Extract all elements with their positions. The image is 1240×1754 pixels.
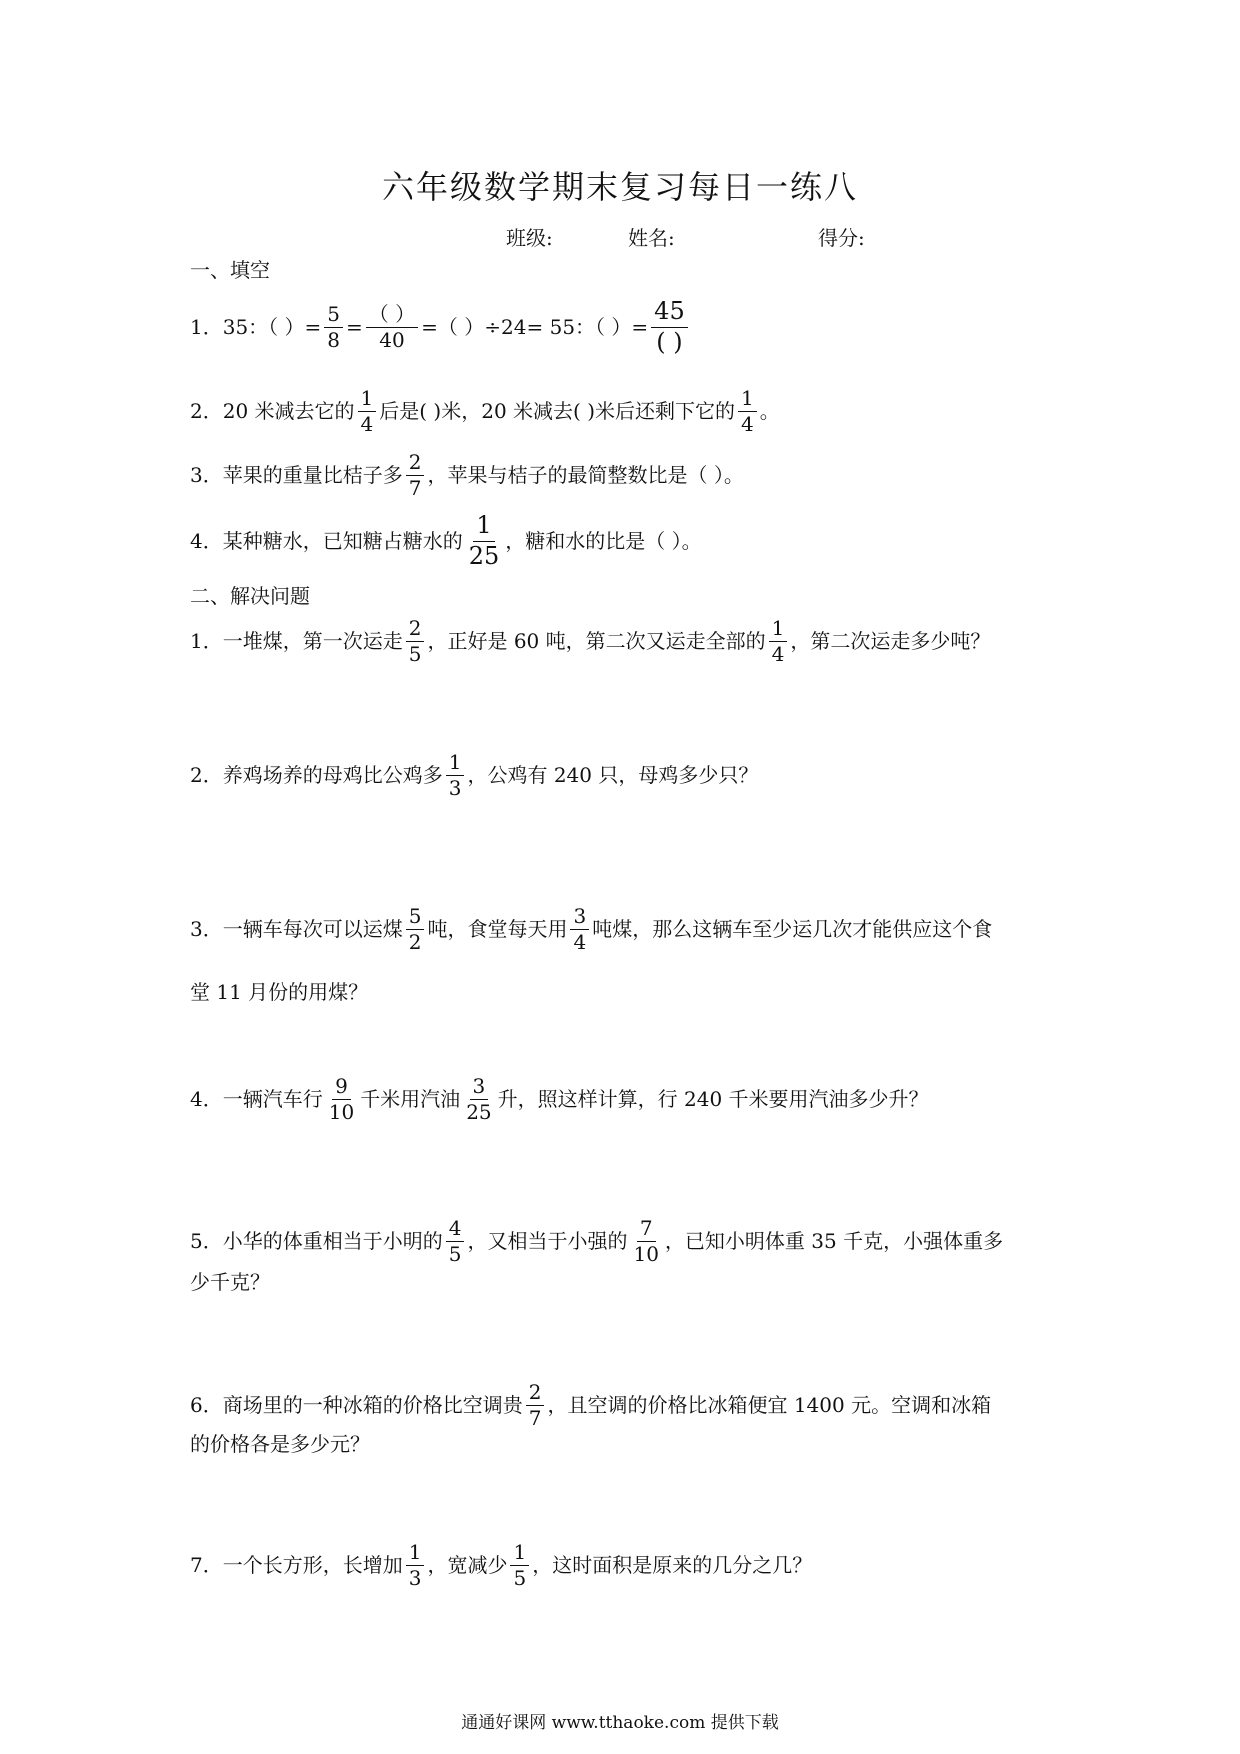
fraction bbox=[446, 749, 465, 800]
problem-6-line-2: 的价格各是多少元？ bbox=[190, 1432, 370, 1456]
numerator: 1 bbox=[358, 388, 377, 412]
fraction bbox=[324, 301, 343, 352]
footer-credit: 通通好课网 www.tthaoke.com 提供下载 bbox=[461, 1713, 779, 1733]
fraction bbox=[366, 301, 418, 352]
numerator: 45 bbox=[651, 299, 688, 327]
text: 4．一辆汽车行 bbox=[190, 1087, 323, 1111]
fraction bbox=[630, 1215, 661, 1266]
text: ，公鸡有 240 只，母鸡多少只？ bbox=[467, 763, 759, 787]
numerator: 2 bbox=[406, 618, 425, 642]
denominator: 4 bbox=[573, 929, 587, 954]
text: ，苹果与桔子的最简整数比是（ ）。 bbox=[427, 463, 744, 487]
denominator: 5 bbox=[448, 1241, 462, 1266]
numerator: 1 bbox=[510, 1542, 529, 1566]
text: ，已知小明体重 35 千克，小强体重多 bbox=[664, 1229, 1004, 1253]
text: 吨煤，那么这辆车至少运几次才能供应这个食 bbox=[592, 917, 993, 941]
section-fill-in-heading: 一、填空 bbox=[190, 258, 270, 282]
problem-5 bbox=[190, 1212, 1003, 1270]
denominator: 4 bbox=[771, 641, 785, 666]
denominator: 10 bbox=[633, 1241, 659, 1266]
problem-1 bbox=[190, 612, 990, 670]
section-problems-heading: 二、解决问题 bbox=[190, 584, 310, 608]
text: 1．一堆煤，第一次运走 bbox=[190, 629, 403, 653]
fraction bbox=[570, 903, 589, 954]
fraction bbox=[406, 615, 425, 666]
text: 千米用汽油 bbox=[360, 1087, 461, 1111]
fraction bbox=[510, 1539, 529, 1590]
text: 。 bbox=[759, 399, 780, 423]
fill-question-1 bbox=[190, 298, 691, 356]
problem-3 bbox=[190, 900, 992, 958]
fraction bbox=[446, 1215, 465, 1266]
text: 后是( )米，20 米减去( )米后还剩下它的 bbox=[379, 399, 735, 423]
denominator: 3 bbox=[408, 1565, 422, 1590]
fill-question-4 bbox=[190, 512, 702, 570]
text: 5．小华的体重相当于小明的 bbox=[190, 1229, 443, 1253]
fraction bbox=[526, 1379, 545, 1430]
denominator: 2 bbox=[408, 929, 422, 954]
fraction bbox=[466, 513, 503, 568]
fraction bbox=[738, 385, 757, 436]
numerator: 4 bbox=[446, 1218, 465, 1242]
text: ，第二次运走多少吨？ bbox=[790, 629, 991, 653]
numerator: 3 bbox=[570, 906, 589, 930]
denominator: 4 bbox=[741, 411, 754, 436]
fraction bbox=[326, 1073, 357, 1124]
text: 4．某种糖水，已知糖占糖水的 bbox=[190, 529, 463, 553]
text: ，又相当于小强的 bbox=[467, 1229, 628, 1253]
problem-3-line-2: 堂 11 月份的用煤？ bbox=[190, 980, 369, 1004]
text: =（ ）÷24= 55：（ ）= bbox=[421, 315, 649, 339]
text: = bbox=[346, 315, 363, 339]
text: ，糖和水的比是（ ）。 bbox=[505, 529, 702, 553]
text: 吨，食堂每天用 bbox=[427, 917, 568, 941]
denominator: 10 bbox=[328, 1099, 355, 1124]
problem-2 bbox=[190, 746, 758, 804]
denominator: 25 bbox=[468, 541, 500, 570]
numerator: 3 bbox=[470, 1076, 489, 1100]
problem-7 bbox=[190, 1536, 812, 1594]
numerator: 2 bbox=[526, 1382, 545, 1406]
fill-question-2 bbox=[190, 382, 780, 440]
text: 3．一辆车每次可以运煤 bbox=[190, 917, 403, 941]
text: ，正好是 60 吨，第二次又运走全部的 bbox=[427, 629, 766, 653]
numerator: 1 bbox=[446, 752, 465, 776]
fraction bbox=[769, 615, 788, 666]
problem-4 bbox=[190, 1070, 929, 1128]
numerator: 1 bbox=[769, 618, 788, 642]
class-label: 班级: bbox=[506, 226, 553, 250]
text: 1．35：（ ）= bbox=[190, 315, 322, 339]
text: ，这时面积是原来的几分之几？ bbox=[532, 1553, 813, 1577]
text: ，且空调的价格比冰箱便宜 1400 元。空调和冰箱 bbox=[547, 1393, 992, 1417]
fraction bbox=[358, 385, 377, 436]
denominator: 5 bbox=[408, 641, 422, 666]
numerator: 1 bbox=[406, 1542, 425, 1566]
denominator: 3 bbox=[448, 775, 462, 800]
text: ，宽减少 bbox=[427, 1553, 508, 1577]
score-label: 得分: bbox=[818, 226, 865, 250]
denominator: 8 bbox=[327, 327, 341, 352]
numerator: 5 bbox=[406, 906, 425, 930]
fraction bbox=[651, 299, 688, 354]
numerator: 1 bbox=[738, 388, 757, 412]
page-title: 六年级数学期末复习每日一练八 bbox=[381, 168, 858, 206]
numerator: 2 bbox=[406, 452, 425, 476]
fraction bbox=[463, 1073, 494, 1124]
numerator: 5 bbox=[324, 304, 343, 328]
numerator: 9 bbox=[332, 1076, 351, 1100]
text: 升，照这样计算，行 240 千米要用汽油多少升？ bbox=[497, 1087, 929, 1111]
denominator: ( ) bbox=[656, 327, 683, 356]
fraction bbox=[406, 449, 425, 500]
text: 6．商场里的一种冰箱的价格比空调贵 bbox=[190, 1393, 523, 1417]
denominator: 7 bbox=[528, 1405, 542, 1430]
denominator: 4 bbox=[360, 411, 374, 436]
problem-5-line-2: 少千克？ bbox=[190, 1270, 270, 1294]
text: 2．养鸡场养的母鸡比公鸡多 bbox=[190, 763, 443, 787]
denominator: 40 bbox=[379, 327, 405, 352]
text: 2．20 米减去它的 bbox=[190, 399, 355, 423]
numerator: （ ） bbox=[366, 304, 418, 328]
name-label: 姓名: bbox=[628, 226, 675, 250]
numerator: 7 bbox=[637, 1218, 656, 1242]
text: 3．苹果的重量比桔子多 bbox=[190, 463, 403, 487]
denominator: 5 bbox=[513, 1565, 527, 1590]
fraction bbox=[406, 903, 425, 954]
denominator: 7 bbox=[408, 475, 422, 500]
denominator: 25 bbox=[466, 1099, 492, 1124]
numerator: 1 bbox=[473, 513, 494, 541]
fraction bbox=[406, 1539, 425, 1590]
fill-question-3 bbox=[190, 446, 744, 504]
text: 7．一个长方形，长增加 bbox=[190, 1553, 403, 1577]
